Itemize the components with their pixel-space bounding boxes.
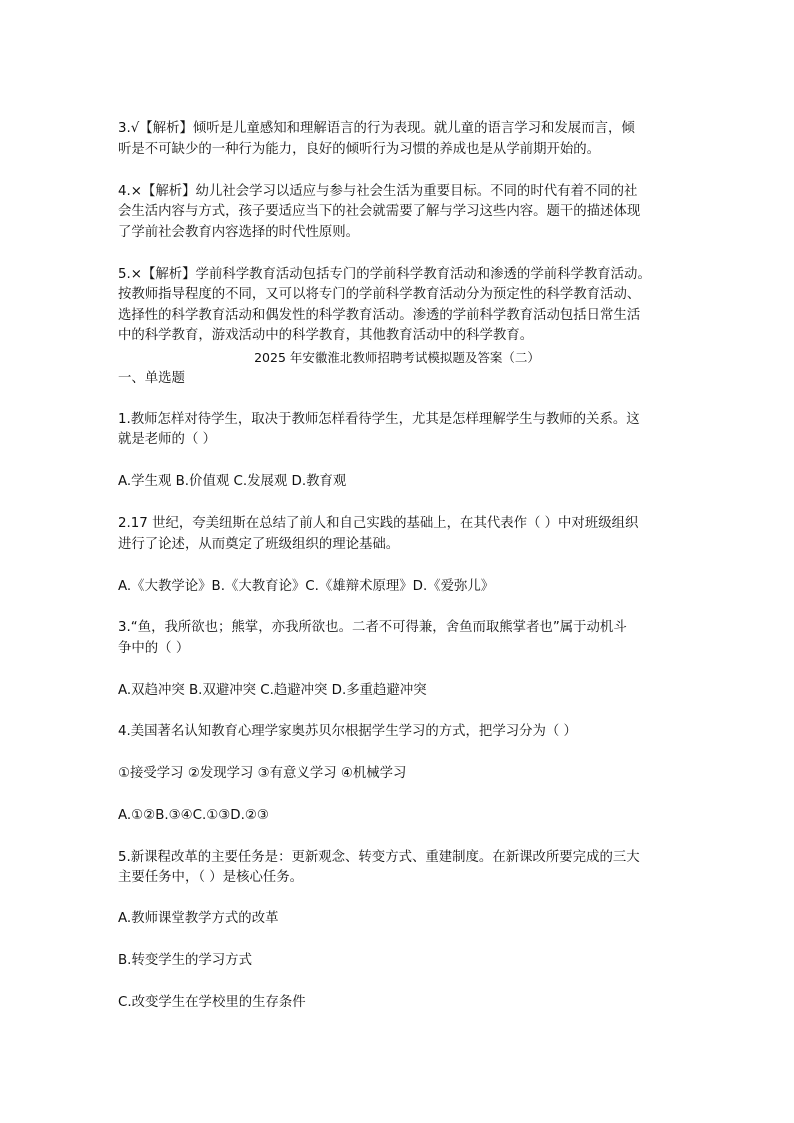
question-3-stem-line-2: 争中的（ ） (118, 641, 190, 656)
question-5-stem-line-1: 5.新课程改革的主要任务是：更新观念、转变方式、重建制度。在新课改所要完成的三大 (118, 850, 640, 865)
question-5-option-a: A.教师课堂教学方式的改革 (118, 911, 279, 926)
question-5-option-b: B.转变学生的学习方式 (118, 953, 252, 968)
question-1-options: A.学生观 B.价值观 C.发展观 D.教育观 (118, 474, 347, 489)
question-1-stem-line-2: 就是老师的（ ） (118, 432, 216, 447)
question-2-options: A.《大教学论》B.《大教育论》C.《雄辩术原理》D.《爱弥儿》 (118, 579, 495, 594)
question-4-options: A.①②B.③④C.①③D.②③ (118, 808, 269, 823)
answer-4-line-2: 会生活内容与方式，孩子要适应当下的社会就需要了解与学习这些内容。题干的描述体现 (118, 204, 641, 219)
question-5-option-c: C.改变学生在学校里的生存条件 (118, 995, 306, 1010)
answer-3-line-2: 听是不可缺少的一种行为能力，良好的倾听行为习惯的养成也是从学前期开始的。 (118, 142, 601, 157)
answer-5-line-4: 中的科学教育，游戏活动中的科学教育，其他教育活动中的科学教育。 (118, 328, 534, 343)
answer-4-line-1: 4.×【解析】幼儿社会学习以适应与参与社会生活为重要目标。不同的时代有着不同的社 (118, 184, 638, 199)
question-2-stem-line-2: 进行了论述，从而奠定了班级组织的理论基础。 (118, 537, 400, 552)
exam-title: 2025 年安徽淮北教师招聘考试模拟题及答案（二） (254, 350, 540, 365)
answer-5-line-2: 按教师指导程度的不同，又可以将专门的学前科学教育活动分为预定性的科学教育活动、 (118, 287, 641, 302)
question-2-stem-line-1: 2.17 世纪，夸美纽斯在总结了前人和自己实践的基础上，在其代表作（ ）中对班级组织 (118, 516, 639, 531)
question-3-options: A.双趋冲突 B.双避冲突 C.趋避冲突 D.多重趋避冲突 (118, 683, 427, 698)
question-3-stem-line-1: 3.“鱼，我所欲也；熊掌，亦我所欲也。二者不可得兼，舍鱼而取熊掌者也”属于动机斗 (118, 620, 627, 635)
section-heading: 一、单选题 (118, 371, 185, 386)
question-5-stem-line-2: 主要任务中，（ ）是核心任务。 (118, 870, 304, 885)
question-1-stem-line-1: 1.教师怎样对待学生，取决于教师怎样看待学生，尤其是怎样理解学生与教师的关系。这 (118, 412, 640, 427)
answer-3-line-1: 3.√【解析】倾听是儿童感知和理解语言的行为表现。就儿童的语言学习和发展而言，倾 (118, 121, 635, 136)
question-4-stem-line-1: 4.美国著名认知教育心理学家奥苏贝尔根据学生学习的方式，把学习分为（ ） (118, 724, 577, 739)
answer-5-line-1: 5.×【解析】学前科学教育活动包括专门的学前科学教育活动和渗透的学前科学教育活动。 (118, 267, 651, 282)
answer-4-line-3: 了学前社会教育内容选择的时代性原则。 (118, 225, 360, 240)
question-4-sub-items: ①接受学习 ②发现学习 ③有意义学习 ④机械学习 (118, 766, 407, 781)
answer-5-line-3: 选择性的科学教育活动和偶发性的科学教育活动。渗透的学前科学教育活动包括日常生活 (118, 308, 641, 323)
